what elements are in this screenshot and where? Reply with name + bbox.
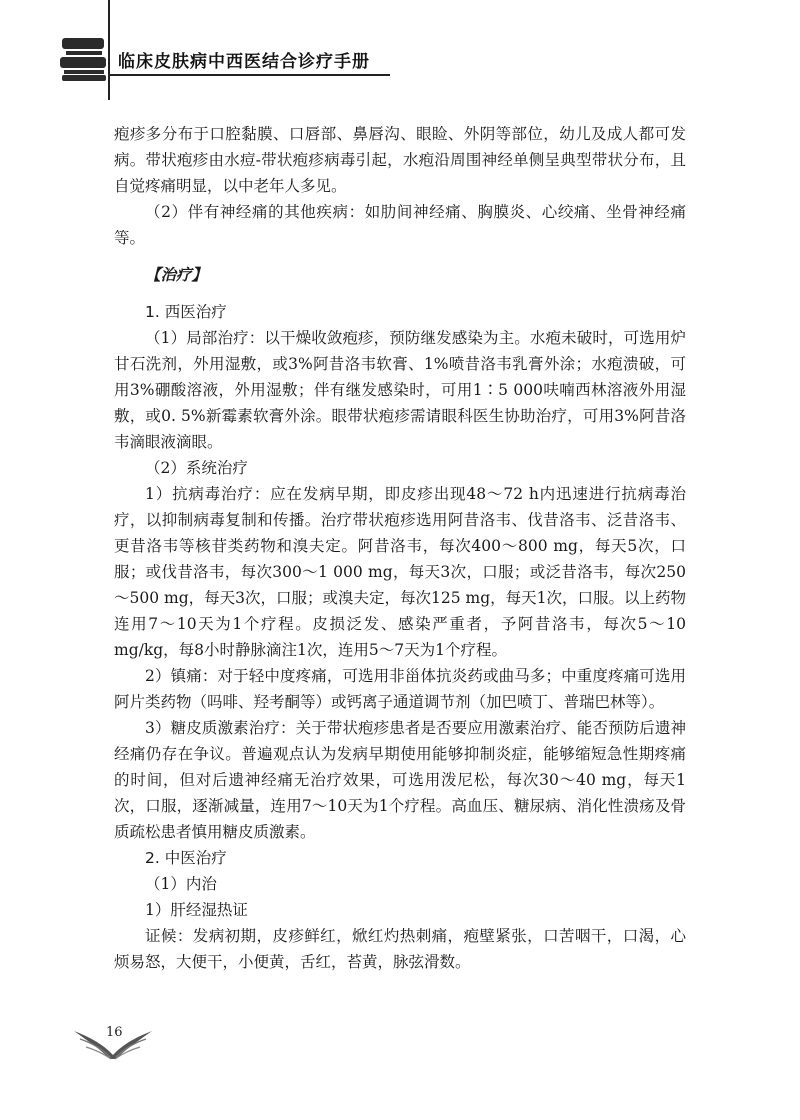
heading-western-medicine: 1. 西医治疗 bbox=[145, 303, 227, 321]
heading-tcm: 2. 中医治疗 bbox=[145, 849, 227, 867]
heading-liver-damp-heat: 1）肝经湿热证 bbox=[145, 901, 248, 919]
paragraph-symptoms: 证候：发病初期，皮疹鲜红，焮红灼热刺痛，疱壁紧张，口苦咽干，口渴，心烦易怒，大便干，小便黄，舌红，苔黄，脉弦滑数。 bbox=[114, 927, 686, 971]
page-number: 16 bbox=[106, 1025, 123, 1040]
paragraph-local-treatment: （1）局部治疗：以干燥收敛疱疹，预防继发感染为主。水疱未破时，可选用炉甘石洗剂，外用湿敷，或3%阿昔洛韦软膏、1%喷昔洛韦乳膏外涂；水疱溃破，可用3%硼酸溶液，外用湿敷；伴有继发感染时，可用1∶5 000呋喃西林溶液外用湿敷，或0. 5%新霉素软膏外涂。眼带状疱疹需请眼科医生协助治疗，可用3%阿昔洛韦滴眼液滴眼。 bbox=[114, 329, 686, 451]
book-logo-icon bbox=[60, 36, 108, 82]
heading-systemic-treatment: （2）系统治疗 bbox=[145, 459, 248, 477]
paragraph-antiviral: 1）抗病毒治疗：应在发病早期，即皮疹出现48～72 h内迅速进行抗病毒治疗，以抑制病毒复制和传播。治疗带状疱疹选用阿昔洛韦、伐昔洛韦、泛昔洛韦、更昔洛韦等核苷类药物和溴夫定。阿昔洛韦，每次400～800 mg，每天5次，口服；或伐昔洛韦，每次300～1 000 mg，每天3次，口服；或泛昔洛韦，每次250～500 mg，每天3次，口服；或溴夫定，每次125 mg，每天1次，口服。以上药物连用7～10天为1个疗程。皮损泛发、感染严重者，予阿昔洛韦，每次5～10 mg/kg，每8小时静脉滴注1次，连用5～7天为1个疗程。 bbox=[114, 485, 686, 659]
running-title: 临床皮肤病中西医结合诊疗手册 bbox=[118, 52, 370, 72]
paragraph-corticosteroid: 3）糖皮质激素治疗：关于带状疱疹患者是否要应用激素治疗、能否预防后遗神经痛仍存在争议。普遍观点认为发病早期使用能够抑制炎症，能够缩短急性期疼痛的时间，但对后遗神经痛无治疗效果，可选用泼尼松，每次30～40 mg，每天1次，口服，逐渐减量，连用7～10天为1个疗程。高血压、糖尿病、消化性溃疡及骨质疏松患者慎用糖皮质激素。 bbox=[114, 719, 686, 841]
heading-internal-treatment: （1）内治 bbox=[145, 875, 217, 893]
paragraph-analgesic: 2）镇痛：对于轻中度疼痛，可选用非甾体抗炎药或曲马多；中重度疼痛可选用阿片类药物（吗啡、羟考酮等）或钙离子通道调节剂（加巴喷丁、普瑞巴林等）。 bbox=[114, 667, 686, 711]
paragraph-neuralgia-diseases: （2）伴有神经痛的其他疾病：如肋间神经痛、胸膜炎、心绞痛、坐骨神经痛等。 bbox=[114, 203, 686, 247]
paragraph-herpes-distribution: 疱疹多分布于口腔黏膜、口唇部、鼻唇沟、眼睑、外阴等部位，幼儿及成人都可发病。带状疱疹由水痘-带状疱疹病毒引起，水疱沿周围神经单侧呈典型带状分布，且自觉疼痛明显，以中老年人多见。 bbox=[114, 125, 686, 195]
section-heading-treatment-text: 【治疗】 bbox=[145, 266, 208, 284]
page-body bbox=[114, 121, 686, 975]
section-heading-treatment bbox=[114, 262, 686, 288]
header-vertical-rule bbox=[108, 0, 110, 100]
header-horizontal-rule bbox=[108, 74, 390, 76]
